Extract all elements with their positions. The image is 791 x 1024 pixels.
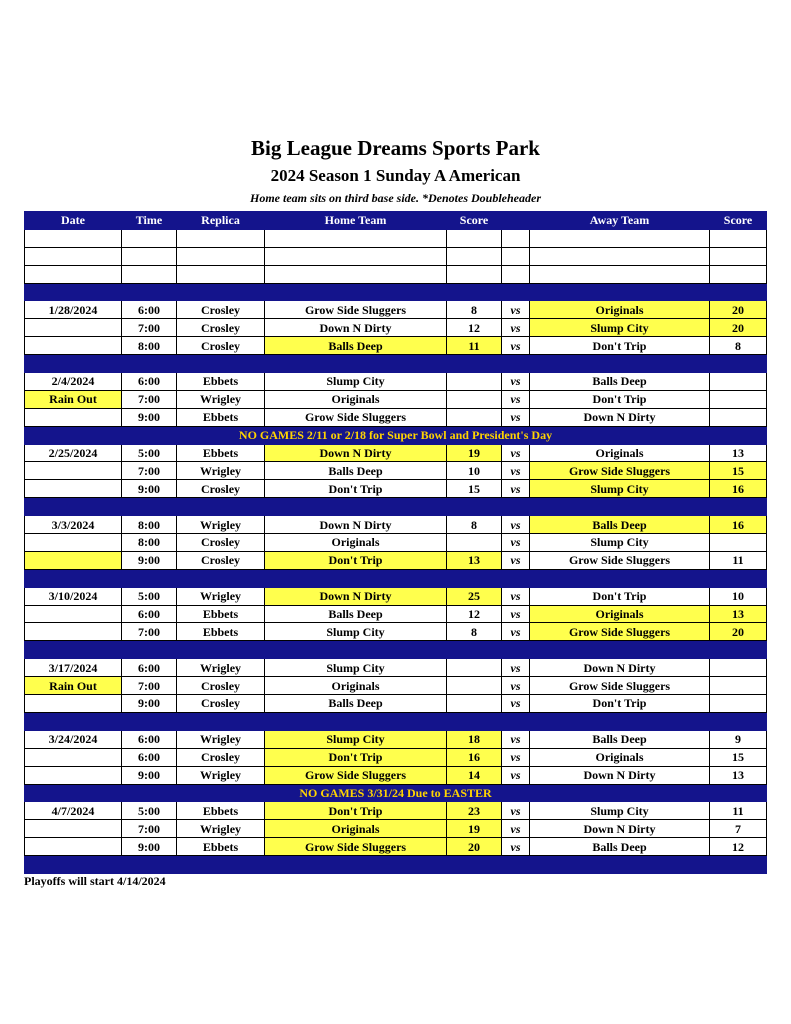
versus-label: vs: [502, 444, 530, 462]
replica-field: Crosley: [177, 319, 265, 337]
empty-cell: [265, 265, 447, 283]
col-replica-header: Replica: [177, 212, 265, 230]
away-team: Don't Trip: [530, 695, 710, 713]
versus-label: vs: [502, 659, 530, 677]
col-away-team-header: Away Team: [530, 212, 710, 230]
away-team: Slump City: [530, 319, 710, 337]
home-team: Don't Trip: [265, 748, 447, 766]
away-team: Originals: [530, 301, 710, 319]
replica-field: Wrigley: [177, 587, 265, 605]
home-team: Originals: [265, 677, 447, 695]
away-score: 20: [710, 623, 767, 641]
empty-cell: [710, 247, 767, 265]
game-time: 6:00: [122, 730, 177, 748]
home-team: Grow Side Sluggers: [265, 408, 447, 426]
replica-field: Ebbets: [177, 623, 265, 641]
away-team: Originals: [530, 444, 710, 462]
replica-field: Wrigley: [177, 766, 265, 784]
replica-field: Ebbets: [177, 373, 265, 391]
versus-label: vs: [502, 480, 530, 498]
empty-cell: [177, 229, 265, 247]
game-row: [25, 408, 767, 426]
home-team: Originals: [265, 390, 447, 408]
away-score: 13: [710, 766, 767, 784]
away-score: 10: [710, 587, 767, 605]
away-score: 16: [710, 480, 767, 498]
home-team: Balls Deep: [265, 695, 447, 713]
versus-label: vs: [502, 838, 530, 856]
away-score: 20: [710, 301, 767, 319]
empty-cell: [502, 229, 530, 247]
home-team: Down N Dirty: [265, 516, 447, 534]
away-score: [710, 408, 767, 426]
schedule-body: [25, 229, 767, 873]
empty-cell: [25, 247, 122, 265]
away-team: Originals: [530, 605, 710, 623]
away-team: Don't Trip: [530, 390, 710, 408]
game-time: 8:00: [122, 516, 177, 534]
home-score: 11: [447, 337, 502, 355]
versus-label: vs: [502, 301, 530, 319]
away-score: 11: [710, 551, 767, 569]
home-team: Grow Side Sluggers: [265, 766, 447, 784]
game-row: [25, 677, 767, 695]
header-row: [25, 212, 767, 230]
separator-cell: [25, 283, 767, 301]
versus-label: vs: [502, 516, 530, 534]
game-row: [25, 444, 767, 462]
game-date: 3/10/2024: [25, 587, 122, 605]
game-time: 8:00: [122, 337, 177, 355]
game-date: [25, 820, 122, 838]
home-score: [447, 390, 502, 408]
game-row: [25, 802, 767, 820]
no-games-notice: [25, 426, 767, 444]
separator-cell: [25, 712, 767, 730]
separator-band: [25, 283, 767, 301]
replica-field: Wrigley: [177, 659, 265, 677]
away-score: 13: [710, 444, 767, 462]
versus-label: vs: [502, 677, 530, 695]
separator-band: [25, 641, 767, 659]
empty-cell: [447, 247, 502, 265]
empty-cell: [502, 247, 530, 265]
playoffs-note: Playoffs will start 4/14/2024: [24, 874, 166, 888]
rain-out-badge: Rain Out: [25, 677, 122, 695]
schedule-note: Home team sits on third base side. *Denotes Doubleheader: [250, 191, 541, 205]
empty-cell: [122, 265, 177, 283]
game-time: 9:00: [122, 480, 177, 498]
away-score: [710, 695, 767, 713]
away-team: Don't Trip: [530, 587, 710, 605]
separator-cell: [25, 355, 767, 373]
empty-cell: [265, 247, 447, 265]
empty-cell: [265, 229, 447, 247]
away-team: Grow Side Sluggers: [530, 677, 710, 695]
rain-out-badge: Rain Out: [25, 390, 122, 408]
game-row: [25, 534, 767, 552]
game-date: [25, 748, 122, 766]
home-score: 8: [447, 516, 502, 534]
replica-field: Wrigley: [177, 730, 265, 748]
game-date: [25, 337, 122, 355]
schedule-table: [24, 211, 767, 874]
game-time: 9:00: [122, 838, 177, 856]
away-team: Balls Deep: [530, 730, 710, 748]
away-score: 20: [710, 319, 767, 337]
game-time: 9:00: [122, 766, 177, 784]
game-row: [25, 623, 767, 641]
game-row: [25, 390, 767, 408]
game-time: 7:00: [122, 390, 177, 408]
versus-label: vs: [502, 695, 530, 713]
home-score: 25: [447, 587, 502, 605]
game-time: 8:00: [122, 534, 177, 552]
game-row: [25, 480, 767, 498]
game-row: [25, 748, 767, 766]
game-time: 7:00: [122, 677, 177, 695]
versus-label: vs: [502, 748, 530, 766]
home-team: Slump City: [265, 730, 447, 748]
versus-label: vs: [502, 408, 530, 426]
game-time: 6:00: [122, 373, 177, 391]
away-score: 16: [710, 516, 767, 534]
versus-label: vs: [502, 802, 530, 820]
notice-text: NO GAMES 2/11 or 2/18 for Super Bowl and President's Day: [25, 426, 767, 444]
game-date: [25, 605, 122, 623]
game-row: [25, 516, 767, 534]
game-time: 5:00: [122, 587, 177, 605]
home-score: 10: [447, 462, 502, 480]
home-score: [447, 659, 502, 677]
empty-cell: [122, 229, 177, 247]
replica-field: Crosley: [177, 534, 265, 552]
empty-cell: [530, 247, 710, 265]
game-time: 6:00: [122, 659, 177, 677]
game-time: 6:00: [122, 605, 177, 623]
empty-cell: [447, 229, 502, 247]
game-row: [25, 373, 767, 391]
game-row: [25, 605, 767, 623]
away-team: Slump City: [530, 534, 710, 552]
versus-label: vs: [502, 766, 530, 784]
game-row: [25, 838, 767, 856]
game-date: 3/3/2024: [25, 516, 122, 534]
empty-cell: [25, 229, 122, 247]
home-score: 16: [447, 748, 502, 766]
game-time: 9:00: [122, 408, 177, 426]
home-team: Originals: [265, 534, 447, 552]
versus-label: vs: [502, 337, 530, 355]
home-score: [447, 408, 502, 426]
home-team: Down N Dirty: [265, 444, 447, 462]
game-row: [25, 319, 767, 337]
game-row: [25, 551, 767, 569]
empty-cell: [122, 247, 177, 265]
away-team: Grow Side Sluggers: [530, 623, 710, 641]
game-date: [25, 766, 122, 784]
home-score: 23: [447, 802, 502, 820]
empty-cell: [447, 265, 502, 283]
versus-label: vs: [502, 534, 530, 552]
page-title: Big League Dreams Sports Park: [251, 136, 540, 160]
away-team: Grow Side Sluggers: [530, 551, 710, 569]
empty-cell: [710, 229, 767, 247]
notice-text: NO GAMES 3/31/24 Due to EASTER: [25, 784, 767, 802]
home-team: Slump City: [265, 373, 447, 391]
away-team: Balls Deep: [530, 373, 710, 391]
away-team: Down N Dirty: [530, 820, 710, 838]
game-date: [25, 462, 122, 480]
versus-label: vs: [502, 390, 530, 408]
replica-field: Ebbets: [177, 444, 265, 462]
home-score: 20: [447, 838, 502, 856]
game-date: 1/28/2024: [25, 301, 122, 319]
replica-field: Crosley: [177, 551, 265, 569]
col-home-score-header: Score: [447, 212, 502, 230]
game-time: 7:00: [122, 462, 177, 480]
game-time: 7:00: [122, 319, 177, 337]
game-date: [25, 480, 122, 498]
replica-field: Crosley: [177, 695, 265, 713]
game-date: 2/25/2024: [25, 444, 122, 462]
home-score: [447, 677, 502, 695]
home-score: 12: [447, 605, 502, 623]
game-date: [25, 551, 122, 569]
replica-field: Crosley: [177, 337, 265, 355]
away-team: Don't Trip: [530, 337, 710, 355]
home-score: 19: [447, 820, 502, 838]
replica-field: Wrigley: [177, 462, 265, 480]
replica-field: Ebbets: [177, 408, 265, 426]
away-score: [710, 373, 767, 391]
away-score: [710, 390, 767, 408]
col-home-team-header: Home Team: [265, 212, 447, 230]
game-row: [25, 587, 767, 605]
home-team: Don't Trip: [265, 480, 447, 498]
game-time: 5:00: [122, 444, 177, 462]
home-score: 8: [447, 301, 502, 319]
away-team: Down N Dirty: [530, 408, 710, 426]
away-team: Slump City: [530, 802, 710, 820]
versus-label: vs: [502, 373, 530, 391]
away-team: Originals: [530, 748, 710, 766]
game-row: [25, 730, 767, 748]
versus-label: vs: [502, 730, 530, 748]
empty-cell: [177, 265, 265, 283]
game-row: [25, 659, 767, 677]
game-row: [25, 820, 767, 838]
separator-cell: [25, 856, 767, 874]
away-team: Slump City: [530, 480, 710, 498]
away-score: [710, 659, 767, 677]
col-vs-header: [502, 212, 530, 230]
separator-band: [25, 569, 767, 587]
home-team: Balls Deep: [265, 605, 447, 623]
home-team: Don't Trip: [265, 802, 447, 820]
home-team: Balls Deep: [265, 337, 447, 355]
separator-cell: [25, 569, 767, 587]
versus-label: vs: [502, 462, 530, 480]
away-team: Grow Side Sluggers: [530, 462, 710, 480]
col-date-header: Date: [25, 212, 122, 230]
game-time: 6:00: [122, 301, 177, 319]
versus-label: vs: [502, 820, 530, 838]
home-score: 19: [447, 444, 502, 462]
game-time: 9:00: [122, 551, 177, 569]
game-row: [25, 337, 767, 355]
game-date: [25, 534, 122, 552]
replica-field: Wrigley: [177, 390, 265, 408]
replica-field: Wrigley: [177, 516, 265, 534]
game-date: [25, 695, 122, 713]
versus-label: vs: [502, 605, 530, 623]
game-row: [25, 695, 767, 713]
separator-band: [25, 712, 767, 730]
away-score: 7: [710, 820, 767, 838]
home-team: Slump City: [265, 659, 447, 677]
separator-band: [25, 355, 767, 373]
empty-cell: [530, 229, 710, 247]
empty-cell: [710, 265, 767, 283]
home-team: Grow Side Sluggers: [265, 838, 447, 856]
game-time: 7:00: [122, 820, 177, 838]
versus-label: vs: [502, 587, 530, 605]
home-team: Balls Deep: [265, 462, 447, 480]
season-subtitle: 2024 Season 1 Sunday A American: [270, 166, 521, 185]
game-date: [25, 408, 122, 426]
col-time-header: Time: [122, 212, 177, 230]
game-date: 3/24/2024: [25, 730, 122, 748]
game-date: [25, 623, 122, 641]
home-score: 12: [447, 319, 502, 337]
away-score: 13: [710, 605, 767, 623]
home-score: 8: [447, 623, 502, 641]
away-score: 9: [710, 730, 767, 748]
game-row: [25, 301, 767, 319]
home-score: [447, 373, 502, 391]
home-team: Slump City: [265, 623, 447, 641]
home-score: 14: [447, 766, 502, 784]
home-team: Grow Side Sluggers: [265, 301, 447, 319]
game-time: 7:00: [122, 623, 177, 641]
away-score: 11: [710, 802, 767, 820]
game-date: [25, 838, 122, 856]
home-score: [447, 534, 502, 552]
away-score: 15: [710, 462, 767, 480]
home-team: Originals: [265, 820, 447, 838]
empty-cell: [177, 247, 265, 265]
away-score: [710, 677, 767, 695]
home-score: 13: [447, 551, 502, 569]
game-time: 5:00: [122, 802, 177, 820]
separator-band: [25, 856, 767, 874]
separator-cell: [25, 641, 767, 659]
home-team: Don't Trip: [265, 551, 447, 569]
home-team: Down N Dirty: [265, 587, 447, 605]
blank-row: [25, 229, 767, 247]
replica-field: Crosley: [177, 480, 265, 498]
home-score: [447, 695, 502, 713]
game-row: [25, 462, 767, 480]
replica-field: Crosley: [177, 301, 265, 319]
home-score: 18: [447, 730, 502, 748]
away-team: Balls Deep: [530, 516, 710, 534]
no-games-notice: [25, 784, 767, 802]
game-date: 2/4/2024: [25, 373, 122, 391]
separator-band: [25, 498, 767, 516]
blank-row: [25, 247, 767, 265]
game-date: 3/17/2024: [25, 659, 122, 677]
empty-cell: [502, 265, 530, 283]
replica-field: Ebbets: [177, 802, 265, 820]
replica-field: Crosley: [177, 677, 265, 695]
away-score: 12: [710, 838, 767, 856]
away-score: 15: [710, 748, 767, 766]
blank-row: [25, 265, 767, 283]
versus-label: vs: [502, 551, 530, 569]
replica-field: Crosley: [177, 748, 265, 766]
home-team: Down N Dirty: [265, 319, 447, 337]
away-team: Down N Dirty: [530, 766, 710, 784]
versus-label: vs: [502, 623, 530, 641]
game-time: 9:00: [122, 695, 177, 713]
replica-field: Wrigley: [177, 820, 265, 838]
game-time: 6:00: [122, 748, 177, 766]
away-score: [710, 534, 767, 552]
empty-cell: [530, 265, 710, 283]
away-score: 8: [710, 337, 767, 355]
away-team: Down N Dirty: [530, 659, 710, 677]
col-away-score-header: Score: [710, 212, 767, 230]
separator-cell: [25, 498, 767, 516]
empty-cell: [25, 265, 122, 283]
game-date: 4/7/2024: [25, 802, 122, 820]
away-team: Balls Deep: [530, 838, 710, 856]
game-date: [25, 319, 122, 337]
replica-field: Ebbets: [177, 838, 265, 856]
home-score: 15: [447, 480, 502, 498]
versus-label: vs: [502, 319, 530, 337]
replica-field: Ebbets: [177, 605, 265, 623]
game-row: [25, 766, 767, 784]
